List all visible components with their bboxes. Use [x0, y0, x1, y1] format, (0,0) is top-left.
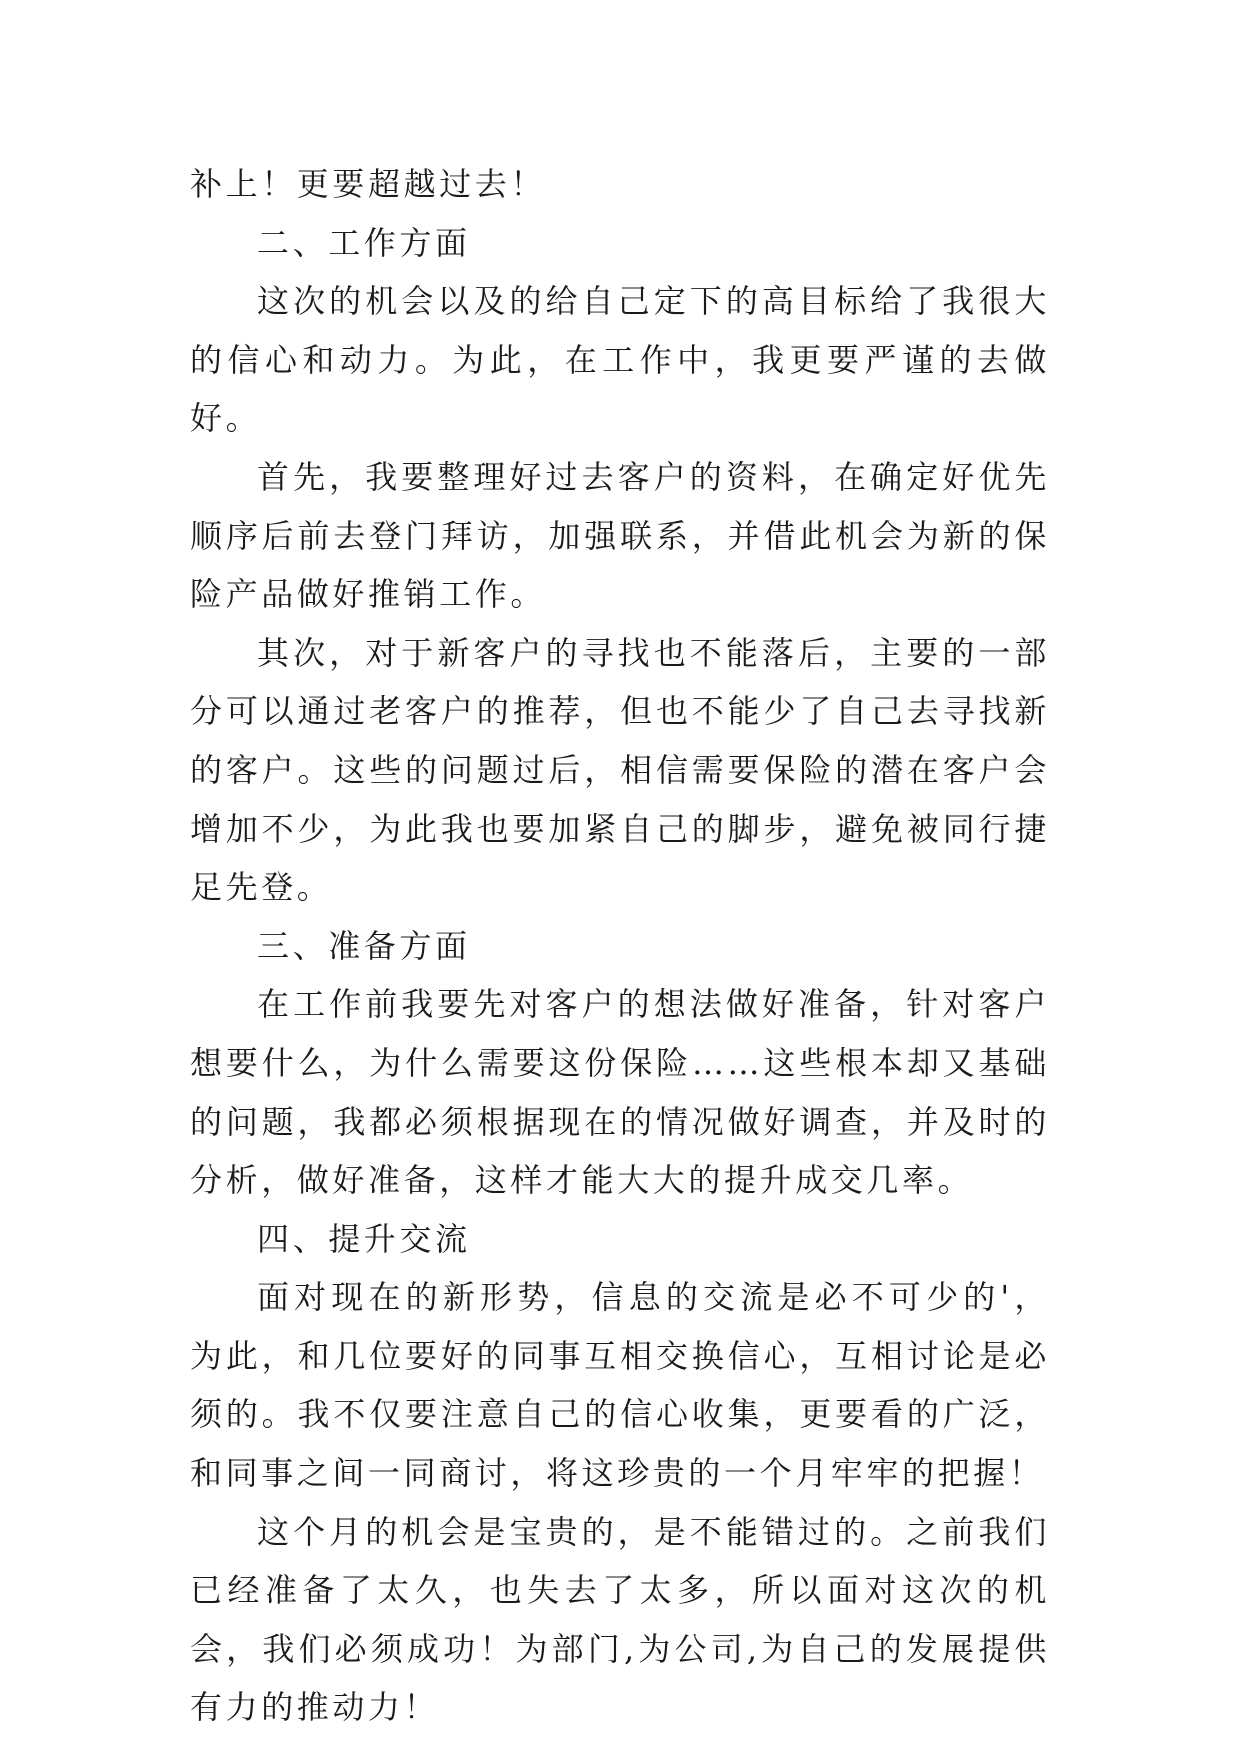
- paragraph-first: 首先，我要整理好过去客户的资料，在确定好优先顺序后前去登门拜访，加强联系，并借此机会为新的保险产品做好推销工作。: [190, 457, 1050, 614]
- document-body: [190, 155, 1050, 1737]
- section-heading-preparation: 三、准备方面: [257, 926, 471, 965]
- section-heading-communication: 四、提升交流: [257, 1219, 471, 1258]
- paragraph-communication: 面对现在的新形势，信息的交流是必不可少的'，为此，和几位要好的同事互相交换信心，互相讨论是必须的。我不仅要注意自己的信心收集，更要看的广泛，和同事之间一同商讨，将这珍贵的一个月牢牢的把握！: [190, 1278, 1050, 1493]
- paragraph-preparation: 在工作前我要先对客户的想法做好准备，针对客户想要什么，为什么需要这份保险……这些根本却又基础的问题，我都必须根据现在的情况做好调查，并及时的分析，做好准备，这样才能大大的提升成交几率。: [190, 985, 1050, 1200]
- paragraph-continuation: 补上！更要超越过去！: [190, 165, 547, 203]
- paragraph-confidence: 这次的机会以及的给自己定下的高目标给了我很大的信心和动力。为此，在工作中，我更要严谨的去做好。: [190, 282, 1050, 438]
- paragraph-conclusion: 这个月的机会是宝贵的，是不能错过的。之前我们已经准备了太久，也失去了太多，所以面对这次的机会，我们必须成功！为部门,为公司,为自己的发展提供有力的推动力！: [190, 1512, 1050, 1727]
- section-heading-work: 二、工作方面: [257, 223, 471, 262]
- paragraph-second: 其次，对于新客户的寻找也不能落后，主要的一部分可以通过老客户的推荐，但也不能少了自己去寻找新的客户。这些的问题过后，相信需要保险的潜在客户会增加不少，为此我也要加紧自己的脚步，避免被同行捷足先登。: [190, 633, 1050, 907]
